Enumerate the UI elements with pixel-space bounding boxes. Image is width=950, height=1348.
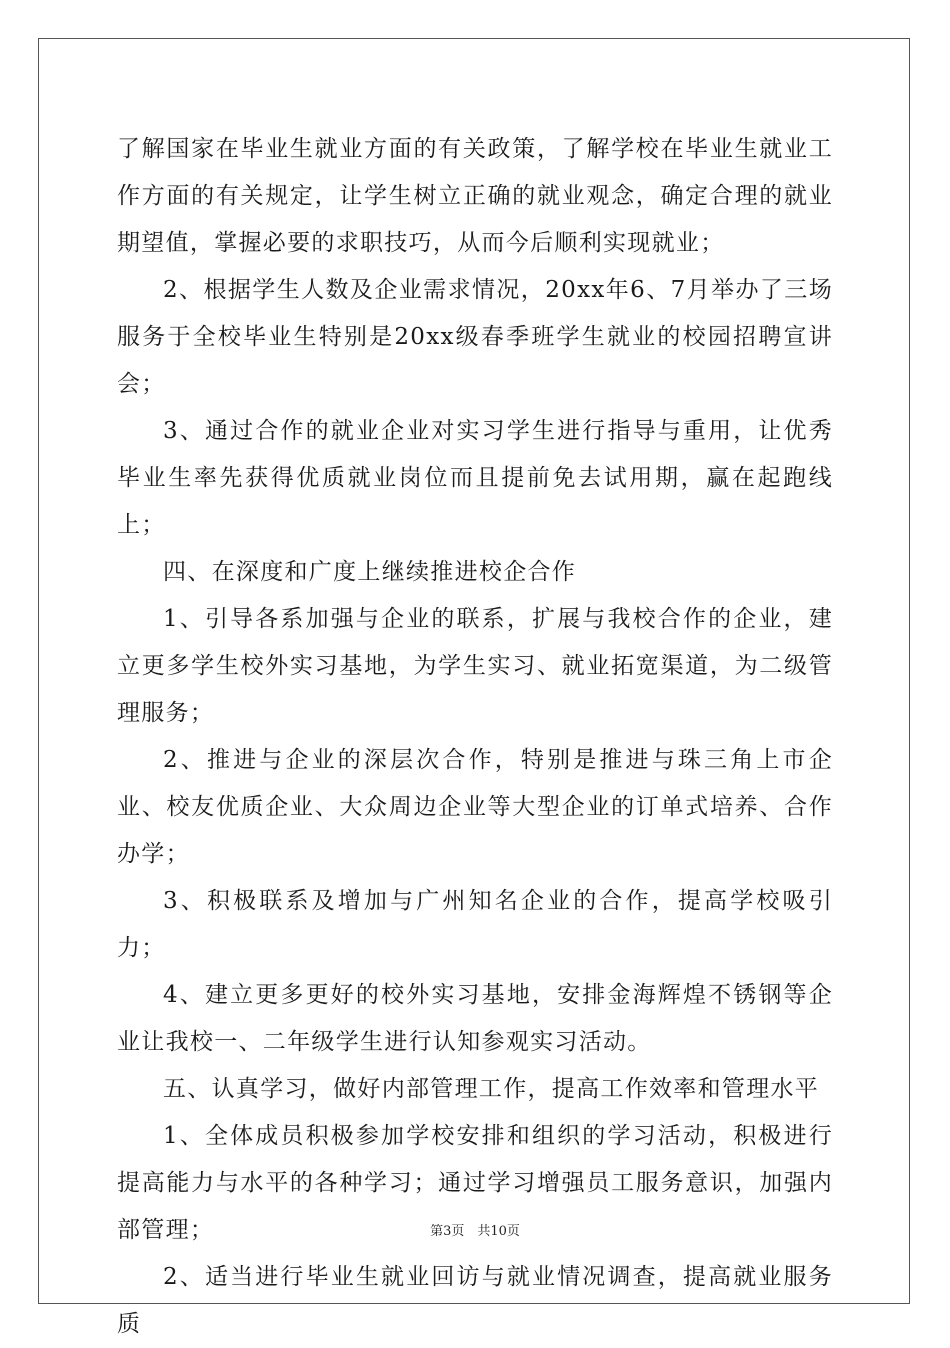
paragraph: 3、积极联系及增加与广州知名企业的合作，提高学校吸引力；: [117, 888, 833, 961]
paragraph: 3、通过合作的就业企业对实习学生进行指导与重用，让优秀毕业生率先获得优质就业岗位而且提前免去试用期，赢在起跑线上；: [117, 418, 833, 538]
document-body: [117, 126, 833, 1348]
paragraph: 4、建立更多更好的校外实习基地，安排金海辉煌不锈钢等企业让我校一、二年级学生进行认知参观实习活动。: [117, 982, 833, 1055]
paragraph: 2、根据学生人数及企业需求情况，20xx年6、7月举办了三场服务于全校毕业生特别是20xx级春季班学生就业的校园招聘宣讲会；: [117, 277, 833, 397]
paragraph: 1、全体成员积极参加学校安排和组织的学习活动，积极进行提高能力与水平的各种学习；通过学习增强员工服务意识，加强内部管理；: [117, 1123, 833, 1243]
paragraph: 1、引导各系加强与企业的联系，扩展与我校合作的企业，建立更多学生校外实习基地，为学生实习、就业拓宽渠道，为二级管理服务；: [117, 606, 833, 726]
paragraph: 2、适当进行毕业生就业回访与就业情况调查，提高就业服务质: [117, 1264, 833, 1337]
page-number-footer: 第3页 共10页: [430, 1224, 520, 1239]
paragraph: 2、推进与企业的深层次合作，特别是推进与珠三角上市企业、校友优质企业、大众周边企业等大型企业的订单式培养、合作办学；: [117, 747, 833, 867]
paragraph: 了解国家在毕业生就业方面的有关政策，了解学校在毕业生就业工作方面的有关规定，让学生树立正确的就业观念，确定合理的就业期望值，掌握必要的求职技巧，从而今后顺利实现就业；: [117, 136, 833, 256]
section-heading: 四、在深度和广度上继续推进校企合作: [163, 559, 577, 585]
section-heading: 五、认真学习，做好内部管理工作，提高工作效率和管理水平: [163, 1076, 820, 1102]
